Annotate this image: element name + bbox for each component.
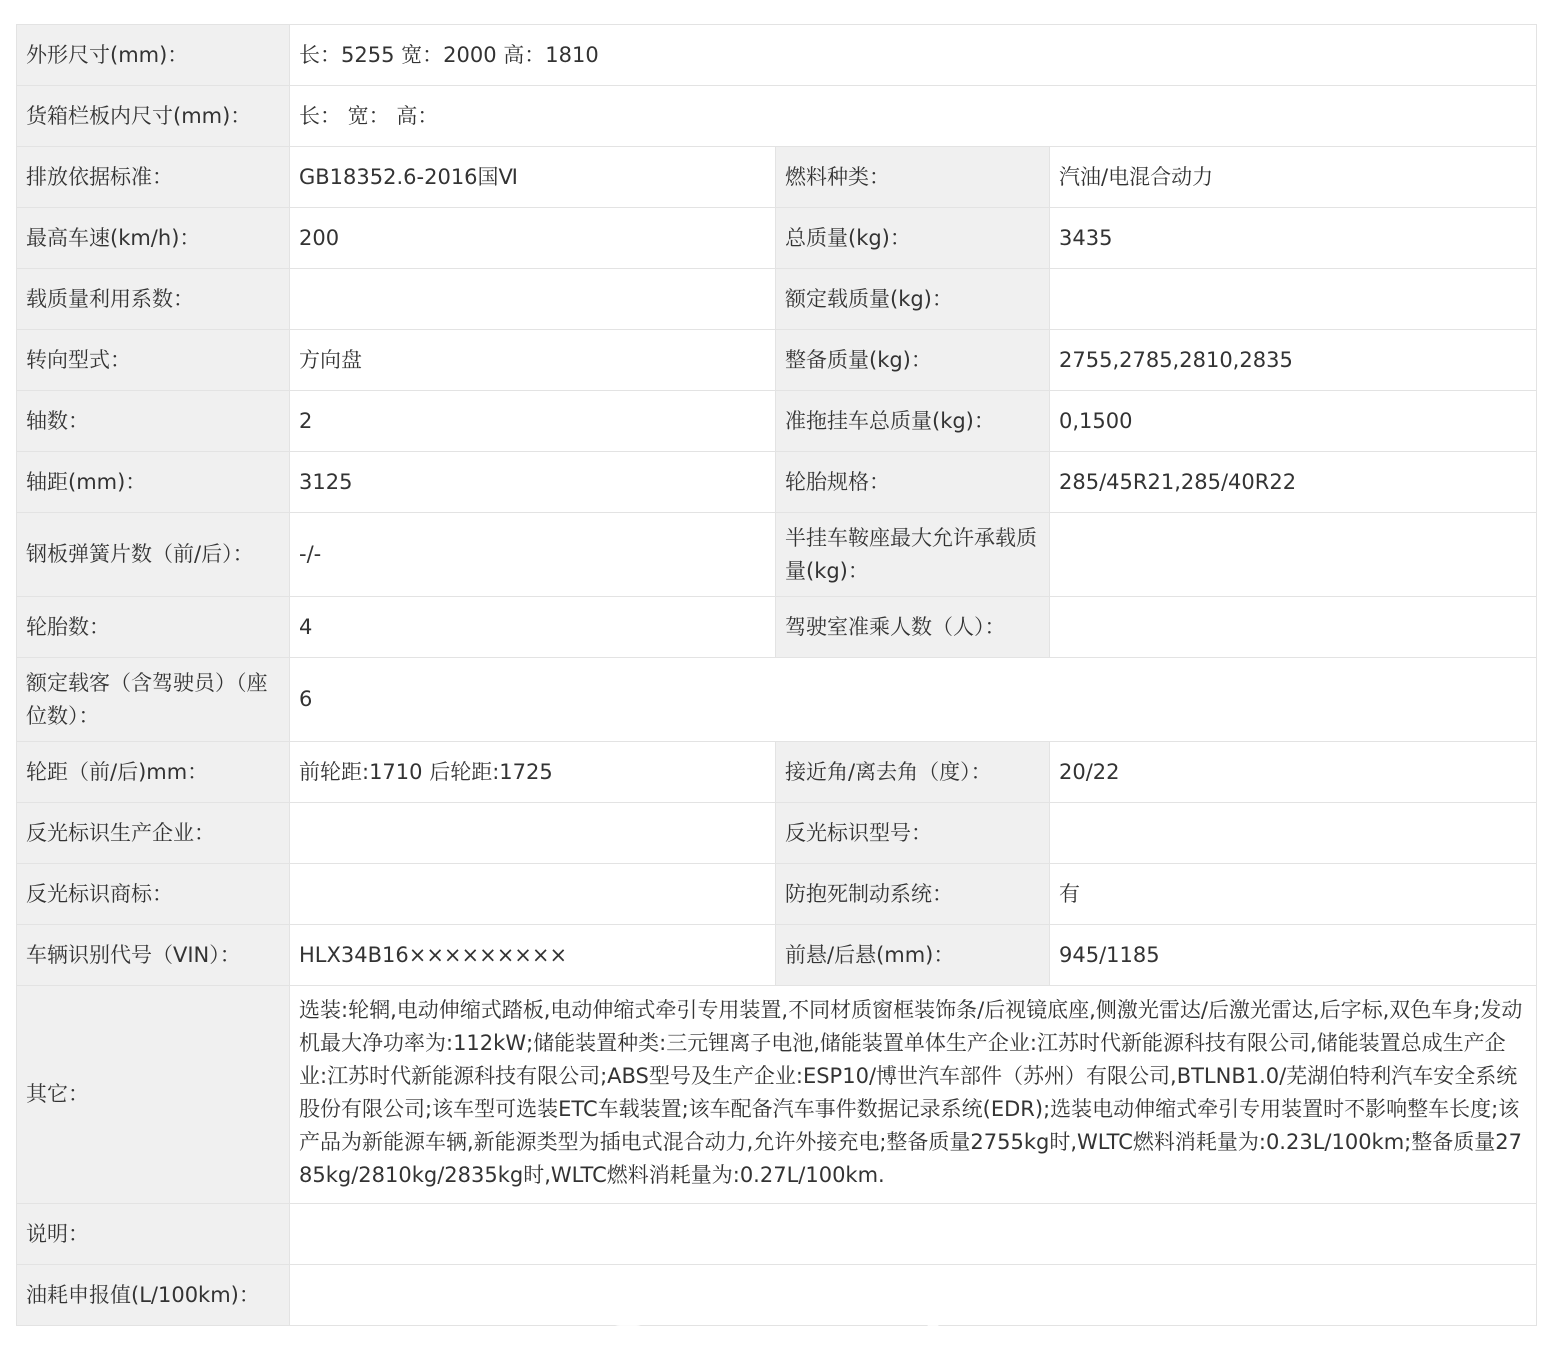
value-vin: HLX34B16××××××××× [290,925,776,986]
label-emission-standard: 排放依据标准： [17,147,290,208]
label-wheelbase: 轴距(mm)： [17,452,290,513]
label-tire-spec: 轮胎规格： [776,452,1050,513]
value-notes [290,1204,1537,1265]
table-row [17,925,1537,986]
label-abs: 防抱死制动系统： [776,864,1050,925]
label-curb-mass: 整备质量(kg)： [776,330,1050,391]
table-row [17,864,1537,925]
value-approach-departure-angle: 20/22 [1050,742,1537,803]
table-row [17,391,1537,452]
value-curb-mass: 2755,2785,2810,2835 [1050,330,1537,391]
value-exterior-dimensions: 长：5255 宽：2000 高：1810 [290,25,1537,86]
table-row [17,269,1537,330]
table-row [17,330,1537,391]
table-row [17,597,1537,658]
label-rated-load: 额定载质量(kg)： [776,269,1050,330]
table-row [17,86,1537,147]
label-approach-departure-angle: 接近角/离去角（度）： [776,742,1050,803]
value-rated-load [1050,269,1537,330]
label-axle-count: 轴数： [17,391,290,452]
label-track-width: 轮距（前/后)mm： [17,742,290,803]
label-trailer-mass: 准拖挂车总质量(kg)： [776,391,1050,452]
label-exterior-dimensions: 外形尺寸(mm)： [17,25,290,86]
table-row [17,147,1537,208]
label-fuel-type: 燃料种类： [776,147,1050,208]
label-reflector-brand: 反光标识商标： [17,864,290,925]
table-row [17,452,1537,513]
value-axle-count: 2 [290,391,776,452]
value-reflector-brand [290,864,776,925]
label-vin: 车辆识别代号（VIN）： [17,925,290,986]
value-wheelbase: 3125 [290,452,776,513]
label-leaf-springs: 钢板弹簧片数（前/后）： [17,513,290,597]
label-cab-occupants: 驾驶室准乘人数（人）： [776,597,1050,658]
value-load-utilization [290,269,776,330]
value-reflector-maker [290,803,776,864]
label-notes: 说明： [17,1204,290,1265]
label-gross-mass: 总质量(kg)： [776,208,1050,269]
label-other: 其它： [17,986,290,1204]
table-row [17,1204,1537,1265]
label-reflector-maker: 反光标识生产企业： [17,803,290,864]
value-cab-occupants [1050,597,1537,658]
value-cargo-box-dimensions: 长： 宽： 高： [290,86,1537,147]
value-saddle-load [1050,513,1537,597]
label-tire-count: 轮胎数： [17,597,290,658]
label-fuel-consumption: 油耗申报值(L/100km)： [17,1265,290,1326]
value-overhang: 945/1185 [1050,925,1537,986]
value-max-speed: 200 [290,208,776,269]
value-tire-count: 4 [290,597,776,658]
value-other: 选装:轮辋,电动伸缩式踏板,电动伸缩式牵引专用装置,不同材质窗框装饰条/后视镜底座,侧激光雷达/后激光雷达,后字标,双色车身;发动机最大净功率为:112kW;储能装置种类:三元锂离子电池,储能装置单体生产企业:江苏时代新能源科技有限公司,储能装置总成生产企业:江苏时代新能源科技有限公司;ABS型号及生产企业:ESP10/博世汽车部件（苏州）有限公司,BTLNB1.0/芜湖伯特利汽车安全系统股份有限公司;该车型可选装ETC车载装置;该车配备汽车事件数据记录系统(EDR);选装电动伸缩式牵引专用装置时不影响整车长度;该产品为新能源车辆,新能源类型为插电式混合动力,允许外接充电;整备质量2755kg时,WLTC燃料消耗量为:0.23L/100km;整备质量2785kg/2810kg/2835kg时,WLTC燃料消耗量为:0.27L/100km. [290,986,1537,1204]
value-reflector-model [1050,803,1537,864]
value-abs: 有 [1050,864,1537,925]
value-fuel-type: 汽油/电混合动力 [1050,147,1537,208]
label-overhang: 前悬/后悬(mm)： [776,925,1050,986]
value-rated-passengers: 6 [290,658,1537,742]
value-emission-standard: GB18352.6-2016国Ⅵ [290,147,776,208]
table-row [17,803,1537,864]
value-gross-mass: 3435 [1050,208,1537,269]
value-track-width: 前轮距:1710 后轮距:1725 [290,742,776,803]
table-row [17,986,1537,1204]
watermark-logo [604,1274,954,1334]
label-saddle-load: 半挂车鞍座最大允许承载质量(kg)： [776,513,1050,597]
value-trailer-mass: 0,1500 [1050,391,1537,452]
value-steering-type: 方向盘 [290,330,776,391]
value-leaf-springs: -/- [290,513,776,597]
label-rated-passengers: 额定载客（含驾驶员）（座位数）： [17,658,290,742]
vehicle-spec-table [16,24,1537,1326]
value-tire-spec: 285/45R21,285/40R22 [1050,452,1537,513]
label-steering-type: 转向型式： [17,330,290,391]
label-load-utilization: 载质量利用系数： [17,269,290,330]
table-row [17,742,1537,803]
table-row [17,25,1537,86]
table-row [17,513,1537,597]
label-cargo-box-dimensions: 货箱栏板内尺寸(mm)： [17,86,290,147]
label-reflector-model: 反光标识型号： [776,803,1050,864]
label-max-speed: 最高车速(km/h)： [17,208,290,269]
table-row [17,658,1537,742]
table-row [17,208,1537,269]
